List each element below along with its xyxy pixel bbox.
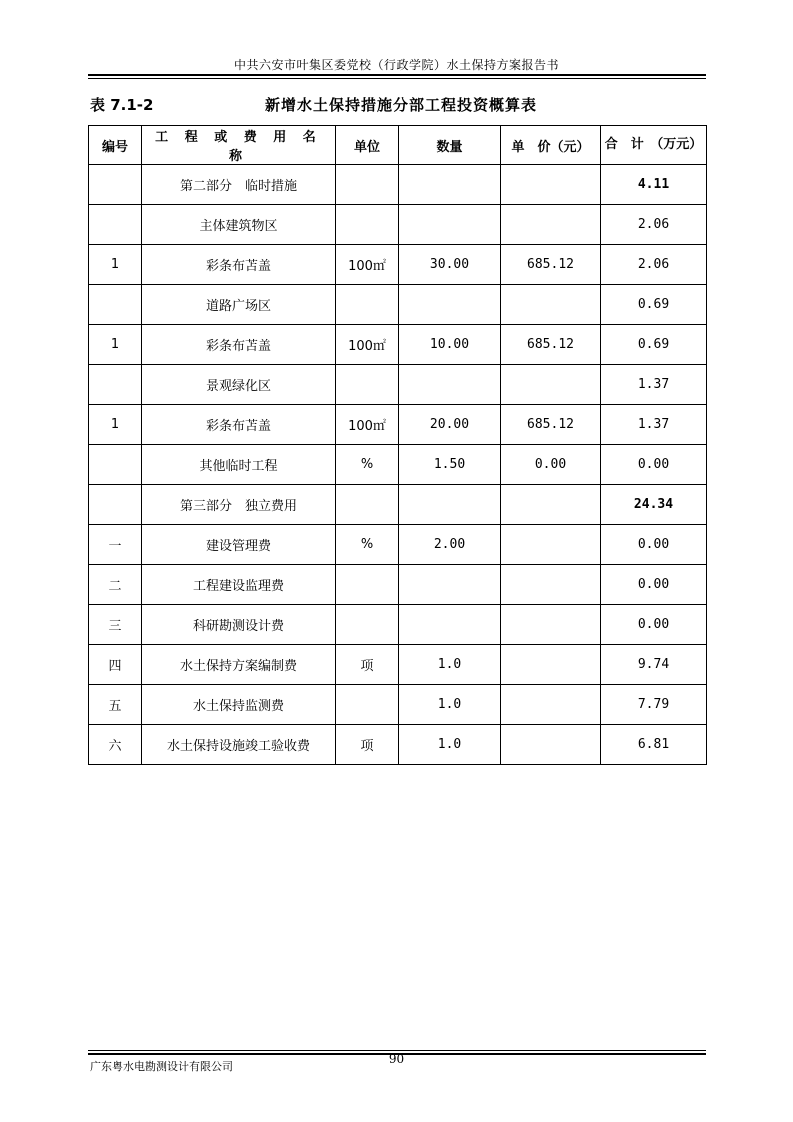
- header-rule-thin: [88, 78, 706, 79]
- table-row: [89, 565, 707, 605]
- cell-price: [501, 525, 601, 565]
- cell-qty: 1.0: [399, 685, 501, 725]
- cell-name: 水土保持设施竣工验收费: [142, 725, 336, 765]
- cell-qty: [399, 365, 501, 405]
- cell-unit: %: [336, 525, 399, 565]
- cell-total: 1.37: [601, 405, 707, 445]
- cell-unit: [336, 205, 399, 245]
- cell-total: 1.37: [601, 365, 707, 405]
- cell-price: [501, 365, 601, 405]
- table-row: [89, 405, 707, 445]
- cell-name: 工程建设监理费: [142, 565, 336, 605]
- table-row: [89, 485, 707, 525]
- cell-name: 主体建筑物区: [142, 205, 336, 245]
- cell-no: [89, 285, 142, 325]
- cell-price: [501, 565, 601, 605]
- cell-no: [89, 205, 142, 245]
- table-header-row: [89, 126, 707, 165]
- cell-qty: [399, 205, 501, 245]
- cell-price: [501, 645, 601, 685]
- cell-price: [501, 205, 601, 245]
- col-header-no: 编号: [89, 126, 142, 165]
- cell-no: 1: [89, 245, 142, 285]
- cell-no: [89, 445, 142, 485]
- footer-company: 广东粤水电勘测设计有限公司: [90, 1060, 233, 1073]
- col-header-price: 单 价（元）: [501, 126, 601, 165]
- cell-no: 四: [89, 645, 142, 685]
- table-row: [89, 445, 707, 485]
- cell-unit: [336, 365, 399, 405]
- cell-no: 1: [89, 405, 142, 445]
- table-row: [89, 285, 707, 325]
- cell-name: 第三部分 独立费用: [142, 485, 336, 525]
- cell-qty: 1.0: [399, 725, 501, 765]
- cell-qty: [399, 565, 501, 605]
- cell-name: 彩条布苫盖: [142, 325, 336, 365]
- cell-unit: [336, 605, 399, 645]
- cell-name: 其他临时工程: [142, 445, 336, 485]
- cell-qty: 2.00: [399, 525, 501, 565]
- cell-unit: 100㎡: [336, 405, 399, 445]
- header-rule: [88, 74, 706, 76]
- cell-no: 一: [89, 525, 142, 565]
- cell-total: 6.81: [601, 725, 707, 765]
- cell-qty: 1.0: [399, 645, 501, 685]
- page-number: 90: [388, 1052, 405, 1066]
- cell-unit: [336, 685, 399, 725]
- cell-total: 0.00: [601, 445, 707, 485]
- cell-price: [501, 685, 601, 725]
- cell-no: 五: [89, 685, 142, 725]
- cell-unit: [336, 565, 399, 605]
- cell-name: 道路广场区: [142, 285, 336, 325]
- cell-total: 0.00: [601, 525, 707, 565]
- cell-unit: [336, 285, 399, 325]
- cell-price: [501, 485, 601, 525]
- cell-unit: 100㎡: [336, 245, 399, 285]
- cell-price: 0.00: [501, 445, 601, 485]
- cell-name: 第二部分 临时措施: [142, 165, 336, 205]
- cell-no: [89, 485, 142, 525]
- cell-total: 2.06: [601, 205, 707, 245]
- cell-price: [501, 605, 601, 645]
- col-header-qty: 数量: [399, 126, 501, 165]
- running-header: 中共六安市叶集区委党校（行政学院）水土保持方案报告书: [233, 58, 559, 72]
- cell-total: 0.69: [601, 325, 707, 365]
- table-row: [89, 645, 707, 685]
- cell-total: 7.79: [601, 685, 707, 725]
- cell-price: 685.12: [501, 325, 601, 365]
- cell-unit: %: [336, 445, 399, 485]
- cell-qty: 30.00: [399, 245, 501, 285]
- table-row: [89, 165, 707, 205]
- table-row: [89, 525, 707, 565]
- cell-no: 二: [89, 565, 142, 605]
- cell-name: 水土保持方案编制费: [142, 645, 336, 685]
- table-row: [89, 365, 707, 405]
- table-row: [89, 685, 707, 725]
- table-row: [89, 245, 707, 285]
- cell-price: [501, 285, 601, 325]
- cell-qty: [399, 165, 501, 205]
- cell-qty: [399, 485, 501, 525]
- cell-no: 六: [89, 725, 142, 765]
- cell-no: 1: [89, 325, 142, 365]
- cell-qty: [399, 285, 501, 325]
- footer-rule-thin: [88, 1050, 706, 1051]
- cell-total: 2.06: [601, 245, 707, 285]
- cell-qty: 10.00: [399, 325, 501, 365]
- cell-unit: [336, 165, 399, 205]
- cell-total: 0.00: [601, 605, 707, 645]
- cell-no: 三: [89, 605, 142, 645]
- cell-price: [501, 165, 601, 205]
- cell-price: 685.12: [501, 245, 601, 285]
- cell-total: 24.34: [601, 485, 707, 525]
- cell-name: 彩条布苫盖: [142, 245, 336, 285]
- cell-name: 彩条布苫盖: [142, 405, 336, 445]
- cell-no: [89, 365, 142, 405]
- table-title: 新增水土保持措施分部工程投资概算表: [265, 96, 538, 114]
- col-header-name: 工 程 或 费 用 名 称: [142, 126, 336, 165]
- table-row: [89, 725, 707, 765]
- budget-table: [88, 125, 707, 765]
- cell-qty: [399, 605, 501, 645]
- cell-name: 景观绿化区: [142, 365, 336, 405]
- cell-qty: 1.50: [399, 445, 501, 485]
- cell-unit: 项: [336, 725, 399, 765]
- cell-total: 0.00: [601, 565, 707, 605]
- table-row: [89, 325, 707, 365]
- cell-qty: 20.00: [399, 405, 501, 445]
- cell-unit: [336, 485, 399, 525]
- cell-name: 水土保持监测费: [142, 685, 336, 725]
- cell-total: 9.74: [601, 645, 707, 685]
- cell-unit: 项: [336, 645, 399, 685]
- cell-no: [89, 165, 142, 205]
- table-row: [89, 205, 707, 245]
- cell-price: 685.12: [501, 405, 601, 445]
- cell-name: 建设管理费: [142, 525, 336, 565]
- col-header-unit: 单位: [336, 126, 399, 165]
- cell-unit: 100㎡: [336, 325, 399, 365]
- cell-price: [501, 725, 601, 765]
- cell-total: 4.11: [601, 165, 707, 205]
- col-header-total: 合 计 （万元）: [601, 126, 707, 165]
- cell-name: 科研勘测设计费: [142, 605, 336, 645]
- cell-total: 0.69: [601, 285, 707, 325]
- table-number: 表 7.1-2: [90, 96, 154, 114]
- table-row: [89, 605, 707, 645]
